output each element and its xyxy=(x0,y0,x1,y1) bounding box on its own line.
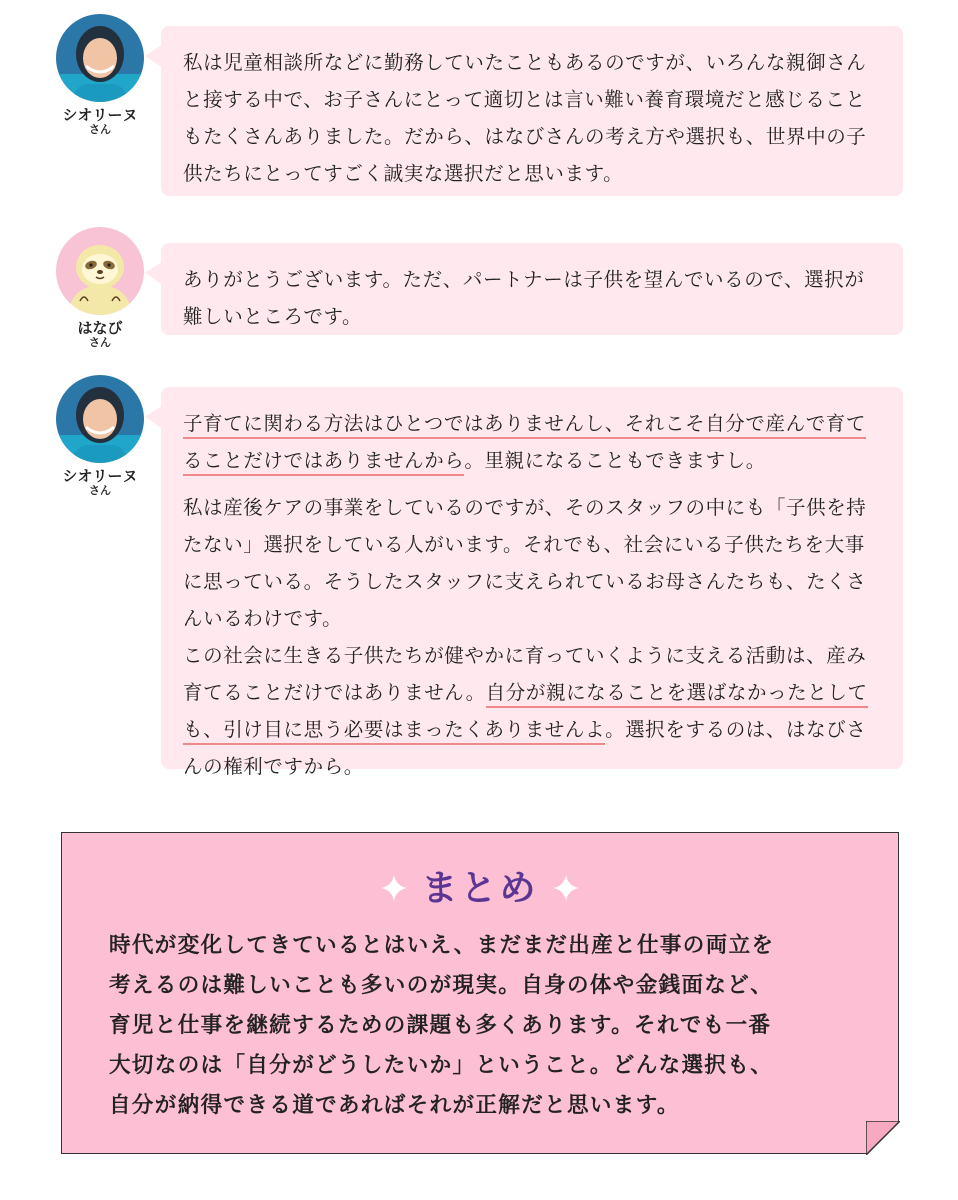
speaker-name: シオリーヌ xyxy=(62,467,138,485)
bubble-text: 。選択をするのは、はなびさんの権利ですから。 xyxy=(183,718,867,778)
speaker-honorific: さん xyxy=(89,336,111,349)
speech-bubble xyxy=(161,387,903,778)
woman-portrait-icon xyxy=(56,375,144,463)
summary-text xyxy=(109,926,869,1126)
summary-line: 考えるのは難しいことも多いのが現実。自身の体や金銭面など、 xyxy=(109,973,774,998)
summary-line: 育児と仕事を継続するための課題も多くあります。それでも一番 xyxy=(109,1013,772,1038)
underlined-text: 自分が親になることを選ばなかったとしても、引け目に思う必要はまったくありませんよ xyxy=(183,681,868,745)
speaker-block xyxy=(55,14,145,136)
bubble-text: この社会に生きる子供たちが健やかに育っていくように支える活動は、産み育てることだけではありません。 xyxy=(183,644,867,704)
speech-bubble xyxy=(161,243,903,335)
summary-line: 大切なのは「自分がどうしたいか」ということ。どんな選択も、 xyxy=(109,1053,774,1078)
speaker-honorific: さん xyxy=(89,123,111,136)
speaker-block xyxy=(55,227,145,349)
page-fold-icon xyxy=(866,1121,900,1155)
bubble-paragraph xyxy=(183,405,883,479)
speaker-block xyxy=(55,375,145,497)
bubble-paragraph xyxy=(183,44,883,192)
speaker-name: シオリーヌ xyxy=(62,106,138,124)
speech-bubble xyxy=(161,26,903,196)
bubble-text: 私は児童相談所などに勤務していたこともあるのですが、いろんな親御さんと接する中で、お子さんにとって適切とは言い難い養育環境だと感じることもたくさんありました。だから、はなびさんの考え方や選択も、世界中の子供たちにとってすごく誠実な選択だと思います。 xyxy=(183,51,867,185)
speaker-honorific: さん xyxy=(89,484,111,497)
summary-title: まとめ xyxy=(421,868,539,909)
summary-heading xyxy=(62,869,898,910)
speaker-name: はなび xyxy=(77,319,123,337)
bubble-text: ありがとうございます。ただ、パートナーは子供を望んでいるので、選択が難しいところです。 xyxy=(183,268,865,328)
summary-box xyxy=(61,832,899,1154)
bubble-text: 私は産後ケアの事業をしているのですが、そのスタッフの中にも「子供を持たない」選択をしている人がいます。それでも、社会にいる子供たちを大事に思っている。そうしたスタッフに支えられているお母さんたちも、たくさんいるわけです。 xyxy=(183,496,867,630)
bubble-text: 。里親になることもできますし。 xyxy=(464,449,766,472)
summary-line: 時代が変化してきているとはいえ、まだまだ出産と仕事の両立を xyxy=(109,933,775,958)
sparkle-icon xyxy=(381,870,407,910)
bubble-paragraph xyxy=(183,489,883,637)
sparkle-icon xyxy=(553,870,579,910)
woman-portrait-icon xyxy=(56,14,144,102)
sloth-illustration-icon xyxy=(56,227,144,315)
underlined-text: 子育てに関わる方法はひとつではありませんし、それこそ自分で産んで育てることだけではありませんから xyxy=(183,412,866,476)
bubble-paragraph xyxy=(183,261,883,335)
summary-line: 自分が納得できる道であればそれが正解だと思います。 xyxy=(109,1093,680,1118)
bubble-paragraph xyxy=(183,637,883,785)
